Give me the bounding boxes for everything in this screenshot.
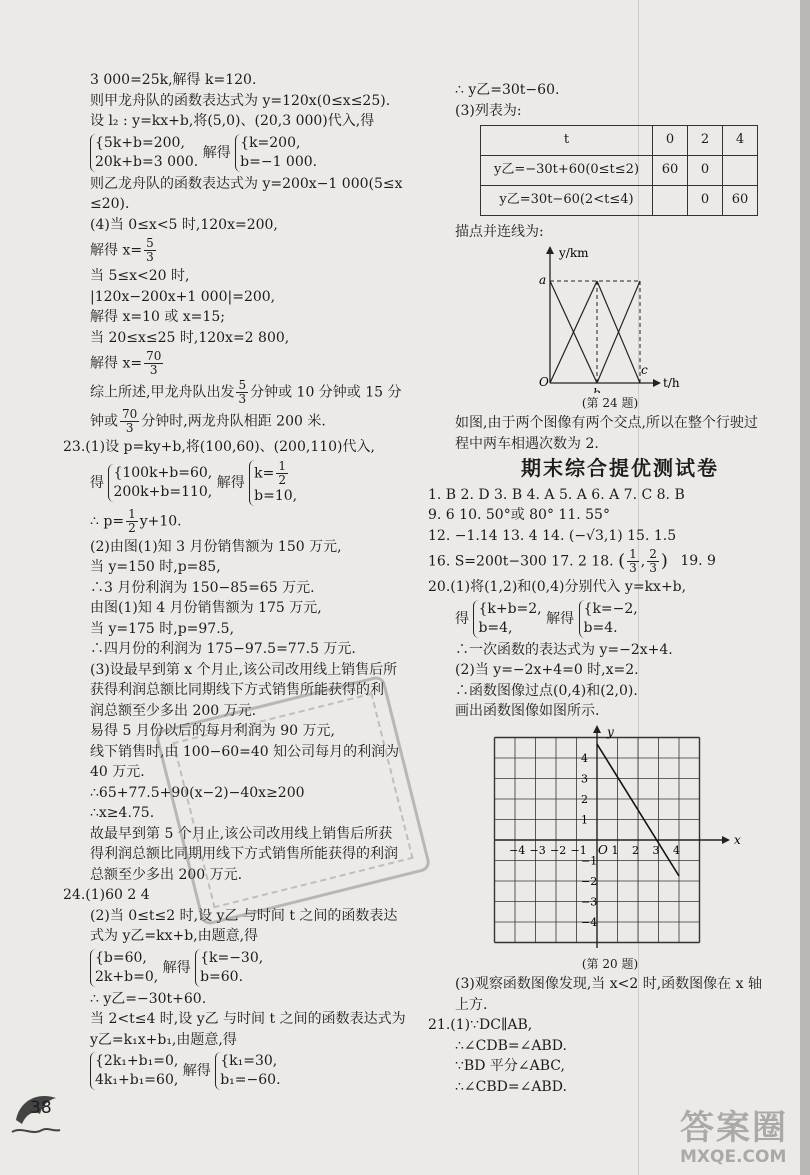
y-tick-label: −2 — [581, 874, 598, 888]
y-tick-label: 4 — [581, 751, 588, 765]
fraction: $\frac{1}{2}$ — [278, 458, 287, 487]
problem-24: 24.(1)60 2 4 — [63, 887, 150, 903]
x-axis-arrow — [653, 379, 661, 387]
value-table — [480, 125, 758, 216]
x-tick-label: 1 — [611, 843, 619, 857]
right-column — [428, 80, 785, 1097]
system-brace: {2k₁+b₁=0, 4k₁+b₁=60, — [90, 1052, 178, 1090]
text-line: 获得利润总额比同期线下方式销售所能获得的利 — [90, 682, 384, 698]
text-line: ∴∠CBD=∠ABD. — [455, 1078, 567, 1095]
fraction: $\frac{5}{3}$ — [146, 236, 154, 264]
x-axis-label: t/h — [663, 375, 680, 390]
equation-system: 得 {100k+b=60, 200k+b=110, 解得 k= $\frac{1}{2}$ b=10, — [90, 458, 298, 504]
solution-brace: {k=−30, b=60. — [195, 949, 263, 987]
text-line: 描点并连线为: — [455, 224, 544, 240]
text-line: 解得 x=10 或 x=15; — [90, 309, 225, 325]
text-line: 线下销售时,由 100−60=40 知公司每月的利润为 — [90, 743, 400, 760]
text-line: ∴函数图像过点(0,4)和(2,0). — [455, 682, 638, 699]
y-axis-label: y/km — [559, 245, 589, 260]
text-line: 3 000=25k,解得 k=120. — [90, 72, 257, 88]
text-line: 程中两车相遇次数为 2. — [455, 435, 599, 452]
text-line: ∴∠CDB=∠ABD. — [455, 1037, 567, 1054]
text-line: 由图(1)知 4 月份销售额为 175 万元, — [90, 600, 322, 616]
text-line: 当 y=150 时,p=85, — [90, 559, 221, 575]
x-tick-label: −1 — [570, 843, 587, 857]
text-line: 如图,由于两个图像有两个交点,所以在整个行驶过 — [455, 415, 758, 431]
problem-20: 20.(1)将(1,2)和(0,4)分别代入 y=kx+b, — [428, 579, 687, 595]
table-cell: y乙=30t−60(2<t≤4) — [481, 186, 653, 216]
text-line: 当 y=175 时,p=97.5, — [90, 620, 235, 637]
text-line: 解得 x= $\frac{5}{3}$ — [90, 236, 154, 264]
text-line: (2)由图(1)知 3 月份销售额为 150 万元, — [90, 538, 342, 555]
figure-20 — [455, 722, 785, 954]
text-line: 当 20≤x≤25 时,120x=2 800, — [90, 329, 290, 346]
text-line: 解得 x= $\frac{70}{3}$ — [90, 349, 162, 377]
table-cell — [723, 156, 758, 186]
b-label: b — [593, 385, 601, 393]
y-tick-label: 3 — [581, 772, 588, 785]
y-tick-label: −4 — [581, 915, 598, 929]
solution-brace: k= $\frac{1}{2}$ b=10, — [249, 460, 297, 506]
table-cell: 2 — [688, 126, 723, 156]
text-line: (3)设最早到第 x 个月止,该公司改用线上销售后所 — [90, 661, 398, 678]
page-edge — [800, 0, 810, 1175]
table-cell: 60 — [653, 156, 688, 186]
origin-label: O — [539, 374, 549, 389]
fraction: $\frac{2}{3}$ — [649, 547, 657, 575]
equation-system: {2k₁+b₁=0, 4k₁+b₁=60, 解得 {k₁=30, b₁=−60. — [90, 1052, 420, 1090]
table-cell: y乙=−30t+60(0≤t≤2) — [481, 156, 653, 186]
c-label: c — [641, 362, 648, 377]
table-cell: t — [481, 126, 653, 156]
text-line: (3)观察函数图像发现,当 x<2 时,函数图像在 x 轴 — [455, 976, 762, 992]
page-number: 38 — [30, 1098, 52, 1118]
text-line: ∴ y乙=30t−60. — [455, 82, 560, 98]
table-cell: 0 — [688, 186, 723, 216]
text-line: 上方. — [455, 996, 488, 1013]
x-tick-label: −2 — [550, 843, 567, 857]
equation-system: {b=60, 2k+b=0, 解得 {k=−30, b=60. — [90, 949, 420, 987]
y-axis-label: y — [607, 724, 614, 739]
text-line: 则甲龙舟队的函数表达式为 y=120x(0≤x≤25). — [90, 92, 391, 109]
watermark-site: MXQE.COM — [680, 1147, 787, 1167]
table-cell: 0 — [653, 126, 688, 156]
linear-function-graph — [455, 722, 785, 954]
text-line: 总额至少多出 200 万元. — [90, 866, 243, 883]
solution-brace: {k=200, b=−1 000. — [235, 134, 317, 172]
text-line: ∴ p= $\frac{1}{2}$ y+10. — [90, 506, 182, 535]
text-line: (4)当 0≤x<5 时,120x=200, — [90, 216, 278, 233]
wave-icon — [12, 1129, 60, 1132]
figure-24 — [455, 243, 785, 393]
y-axis-arrow — [593, 725, 601, 733]
system-brace: {b=60, 2k+b=0, — [90, 949, 158, 987]
x-axis-label: x — [734, 832, 741, 847]
text-line: 润总额至少多出 200 万元. — [90, 702, 257, 719]
answer-line: 16. S=200t−300 17. 2 18. ( $\frac{1}{3}$ , $\frac{2}{3}$ ) 19. 9 — [428, 547, 716, 575]
y-axis-arrow — [546, 246, 554, 254]
text-line: (2)当 0≤t≤2 时,设 y乙 与时间 t 之间的函数表达 — [90, 907, 398, 924]
text-line: ∴四月份的利润为 175−97.5=77.5 万元. — [90, 641, 356, 657]
fraction: $\frac{70}{3}$ — [122, 407, 138, 435]
text-line: 当 2<t≤4 时,设 y乙 与时间 t 之间的函数表达式为 — [90, 1011, 406, 1027]
text-line: 画出函数图像如图所示. — [455, 703, 600, 719]
section-title: 期末综合提优测试卷 — [521, 456, 719, 480]
equation-system: 得 {k+b=2, b=4, 解得 {k=−2, b=4. — [455, 600, 638, 636]
x-tick-label: 2 — [632, 843, 639, 857]
text-line: ∵BD 平分∠ABC, — [455, 1058, 565, 1074]
text-line: y乙=k₁x+b₁,由题意,得 — [90, 1031, 237, 1048]
problem-23: 23.(1)设 p=ky+b,将(100,60)、(200,110)代入, — [63, 439, 375, 455]
figure-20-caption: (第 20 题) — [581, 956, 639, 971]
equation-system: {5k+b=200, 20k+b=3 000. 解得 {k=200, b=−1 000. — [90, 134, 420, 172]
watermark — [680, 1100, 788, 1167]
a-label: a — [539, 272, 547, 287]
text-line: |120x−200x+1 000|=200, — [90, 288, 276, 305]
left-column — [63, 70, 420, 1092]
text-line: ∴一次函数的表达式为 y=−2x+4. — [455, 641, 673, 658]
text-line: 综上所述,甲龙舟队出发 $\frac{5}{3}$ 分钟或 10 分钟或 15 分 — [90, 378, 402, 406]
y-tick-label: −1 — [581, 854, 598, 867]
text-line: ∴ y乙=−30t+60. — [90, 990, 207, 1007]
answer-line: 9. 6 10. 50°或 80° 11. 55° — [428, 507, 610, 523]
text-line: 40 万元. — [90, 764, 145, 780]
text-line: 则乙龙舟队的函数表达式为 y=200x−1 000(5≤x — [90, 175, 403, 192]
table-cell — [653, 186, 688, 216]
watermark-main: 答案圈 — [680, 1108, 788, 1148]
system-brace: {100k+b=60, 200k+b=110, — [108, 464, 212, 502]
y-tick-label: 1 — [581, 813, 588, 826]
distance-time-graph — [455, 243, 785, 393]
text-line: 设 l₂ : y=kx+b,将(5,0)、(20,3 000)代入,得 — [90, 113, 375, 129]
text-line: 钟或 $\frac{70}{3}$ 分钟时,两龙舟队相距 200 米. — [90, 407, 326, 435]
table-cell: 60 — [723, 186, 758, 216]
text-line: ∴x≥4.75. — [90, 805, 155, 821]
solution-brace: {k₁=30, b₁=−60. — [215, 1052, 280, 1090]
x-tick-label: −3 — [529, 843, 546, 857]
table-row — [481, 126, 758, 156]
fraction: $\frac{70}{3}$ — [146, 349, 162, 377]
text-line: (2)当 y=−2x+4=0 时,x=2. — [455, 662, 639, 678]
table-cell: 0 — [688, 156, 723, 186]
answer-line: 1. B 2. D 3. B 4. A 5. A 6. A 7. C 8. B — [428, 486, 685, 503]
table-cell: 4 — [723, 126, 758, 156]
system-brace: {5k+b=200, 20k+b=3 000. — [90, 134, 198, 172]
text-line: 故最早到第 5 个月止,该公司改用线上销售后所获 — [90, 825, 393, 842]
text-line: 得利润总额比同期用线下方式销售所能获得的利润 — [90, 846, 398, 862]
system-brace: {k+b=2, b=4, — [473, 600, 541, 638]
text-line: ∴65+77.5+90(x−2)−40x≥200 — [90, 784, 305, 801]
x-tick-label: 4 — [673, 843, 680, 857]
text-line: 易得 5 月份以后的每月利润为 90 万元, — [90, 723, 335, 739]
fraction: $\frac{1}{2}$ — [128, 506, 136, 535]
answer-line: 12. −1.14 13. 4 14. (−√3,1) 15. 1.5 — [428, 527, 677, 544]
problem-21: 21.(1)∵DC∥AB, — [428, 1017, 533, 1033]
fraction: $\frac{1}{3}$ — [629, 547, 637, 575]
text-line: 当 5≤x<20 时, — [90, 268, 190, 284]
origin-label: O — [598, 842, 608, 857]
x-tick-label: 3 — [652, 843, 660, 857]
y-tick-label: 2 — [581, 792, 588, 806]
x-axis-arrow — [722, 836, 730, 844]
figure-24-caption: (第 24 题) — [581, 395, 639, 410]
fraction: $\frac{5}{3}$ — [238, 378, 247, 406]
x-tick-label: −4 — [509, 843, 526, 857]
text-line: ≤20). — [90, 196, 130, 212]
text-line: 式为 y乙=kx+b,由题意,得 — [90, 928, 259, 944]
solution-brace: {k=−2, b=4. — [579, 600, 638, 638]
y-tick-label: −3 — [581, 895, 598, 908]
table-row — [481, 186, 758, 216]
text-line: (3)列表为: — [455, 102, 522, 119]
text-line: ∴3 月份利润为 150−85=65 万元. — [90, 579, 315, 596]
table-row — [481, 156, 758, 186]
